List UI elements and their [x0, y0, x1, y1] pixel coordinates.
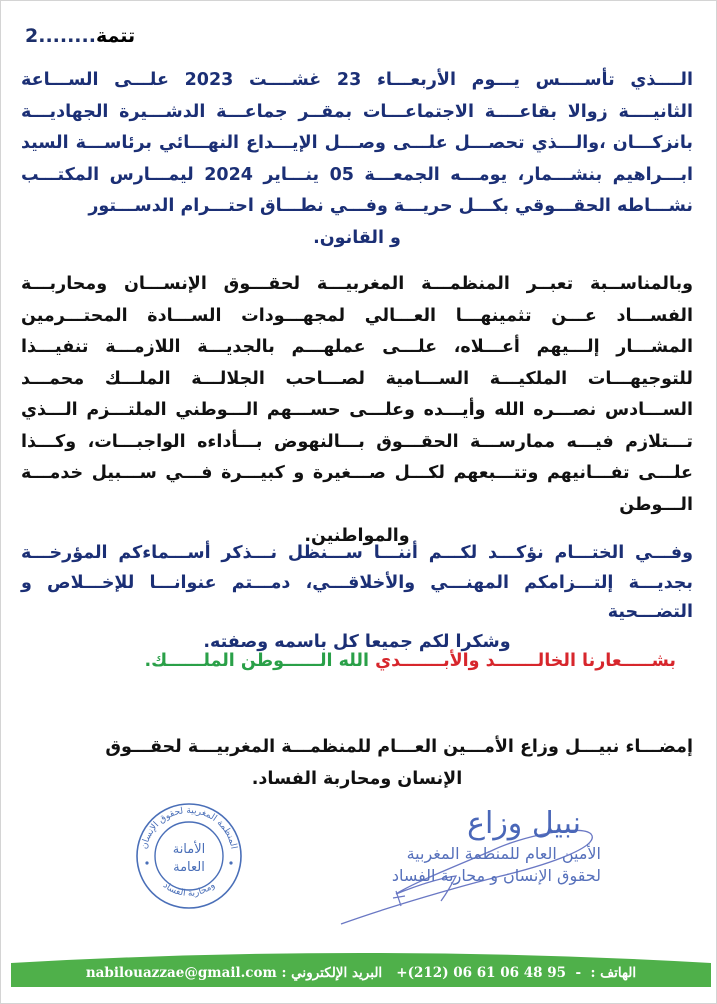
paragraph-founding [21, 65, 693, 254]
paragraph-closing [21, 539, 693, 657]
paragraph-appreciation-text: وبالمناســبة تعبــر المنظمـــة المغربيـــة لحقـــوق الإنســـان ومحاربـــة الفســـاد عـــن تثمينهـــا العـــالي لمجهـــودات الســـادة المحتـــرمين المشـــار إلـــيهم أعـــلاه، علـــى عملهـــم بالجديـــة اللازمـــة تنفيـــذا للتوجيهـــات الملكيـــة الســـامية لصـــاحب الجلالـــة الملـــك محمـــد الســـادس نصـــره الله وأيـــده وعلـــى حســـهم الـــوطني الملتـــزم الـــذي تـــتلازم فيـــه ممارســـة الحقـــوق بـــالنهوض بـــأداءه الواجبـــات، وكـــذا علـــى تفـــانيهم وتتـــبعهم لكـــل صـــغيرة و كبيـــرة فـــي ســـبيل خدمـــة الـــوطن [21, 274, 693, 515]
footer-email: nabilouazzae@gmail.com [85, 965, 277, 981]
signature-title-line2: لحقوق الإنسان و محاربة الفساد [391, 866, 601, 885]
continuation-label: تتمة [95, 25, 136, 47]
paragraph-appreciation-last-line: والمواطنين. [304, 526, 410, 546]
signature-statement-text: إمضـــاء نبيـــل وزاع الأمـــين العـــام للمنظمـــة المغربيـــة لحقـــوق [105, 737, 693, 757]
signature-name: نبيل وزاع [467, 806, 581, 841]
stamp-dot-left [145, 861, 148, 864]
footer-phone-label: الهاتف : [590, 965, 637, 981]
continuation-heading [25, 25, 135, 47]
paragraph-closing-last-line: وشكرا لكم جميعا كل باسمه وصفته. [203, 631, 511, 652]
footer-email-label: البريد الإلكتروني : [281, 965, 383, 981]
stamp-dot-right [229, 861, 232, 864]
paragraph-closing-text: وفـــي الختـــام نؤكـــد لكـــم أننـــا ســـنظل نـــذكر أســـماءكم المؤرخـــة بجديـــة إلتـــزامكم المهنـــي والأخلاقـــي، دمـــتم عنوانـــا للإخـــلاص و التضـــحية [21, 543, 693, 622]
paragraph-appreciation [21, 269, 693, 553]
signature-block [301, 806, 621, 926]
footer-contact [11, 961, 711, 985]
signature-statement-last-line: الإنسان ومحاربة الفساد. [251, 769, 463, 789]
stamp-ring-bottom-text: ومحاربة الفساد [160, 880, 218, 899]
stamp-ring-top-text: المنظمة المغربية لحقوق الإنسان [139, 806, 239, 851]
footer-phone: 95 48 06 61 06 (212)+ [396, 965, 567, 981]
slogan [21, 651, 676, 671]
stamp-center-line1: الأمانة [172, 842, 206, 857]
slogan-green-part: الله الــــــوطن الملــــــك. [144, 651, 369, 671]
slogan-red-part: بشـــــعارنا الخالـــــــد والأبـــــــدي [375, 651, 676, 671]
footer-separator: - [575, 965, 582, 981]
stamp-center-line2: العامة [173, 860, 205, 875]
official-stamp-icon [134, 801, 244, 911]
paragraph-founding-text: الــــذي تأســــس يـــوم الأربعـــاء 23 غشــــت 2023 علـــى الســـاعة الثانيــــة زوالا بقاعــــة الاجتماعـــات بمقــر جماعـــة الدشـــيرة الجهاديـــة بانزكـــان ،والـــذي تحصـــل علـــى وصـــل الإيـــداع النهـــائي برئاســـة السيد ابـــراهيم بنشـــمار، يومـــه الجمعـــة 05 ينـــاير 2024 ليمـــارس المكتـــب نشـــاطه الحقـــوقي بكـــل حريـــة وفـــي نطـــاق احتـــرام الدســـتور [21, 70, 694, 216]
page-number: 2........ [25, 25, 96, 47]
paragraph-founding-last-line: و القانون. [313, 227, 401, 248]
signature-title-line1: الأمين العام للمنظمة المغربية [406, 844, 601, 863]
signature-statement [21, 731, 693, 795]
